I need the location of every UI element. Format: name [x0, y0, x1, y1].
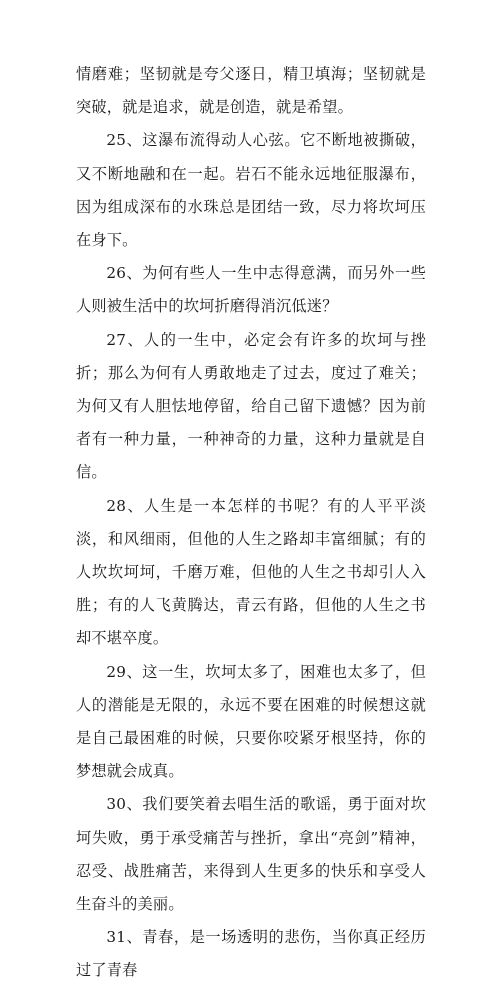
paragraph-28: 28、人生是一本怎样的书呢？有的人平平淡淡，和风细雨，但他的人生之路却丰富细腻；有的人坎坎坷坷，千磨万难，但他的人生之书却引人入胜；有的人飞黄腾达，青云有路，但他的人生之书却不堪卒度。 — [76, 496, 426, 648]
paragraph-30: 30、我们要笑着去唱生活的歌谣，勇于面对坎坷失败，勇于承受痛苦与挫折，拿出“亮剑”精神，忍受、战胜痛苦，来得到人生更多的快乐和享受人生奋斗的美丽。 — [76, 795, 426, 914]
paragraph-25: 25、这瀑布流得动人心弦。它不断地被撕破，又不断地融和在一起。岩石不能永远地征服瀑布，因为组成深布的水珠总是团结一致，尽力将坎坷压在身下。 — [76, 131, 426, 250]
paragraph-27: 27、人的一生中，必定会有许多的坎坷与挫折；那么为何有人勇敢地走了过去，度过了难关；为何又有人胆怯地停留，给自己留下遗憾？因为前者有一种力量，一种神奇的力量，这种力量就是自信。 — [76, 330, 426, 482]
document-body — [76, 58, 426, 988]
paragraph-continued: 情磨难；坚韧就是夸父逐日，精卫填海；坚韧就是突破，就是追求，就是创造，就是希望。 — [76, 65, 426, 117]
paragraph-31: 31、青春，是一场透明的悲伤，当你真正经历过了青春 — [76, 928, 426, 980]
paragraph-26: 26、为何有些人一生中志得意满，而另外一些人则被生活中的坎坷折磨得消沉低迷？ — [76, 264, 426, 316]
paragraph-29: 29、这一生，坎坷太多了，困难也太多了，但人的潜能是无限的，永远不要在困难的时候想这就是自己最困难的时候，只要你咬紧牙根坚持，你的梦想就会成真。 — [76, 662, 426, 781]
